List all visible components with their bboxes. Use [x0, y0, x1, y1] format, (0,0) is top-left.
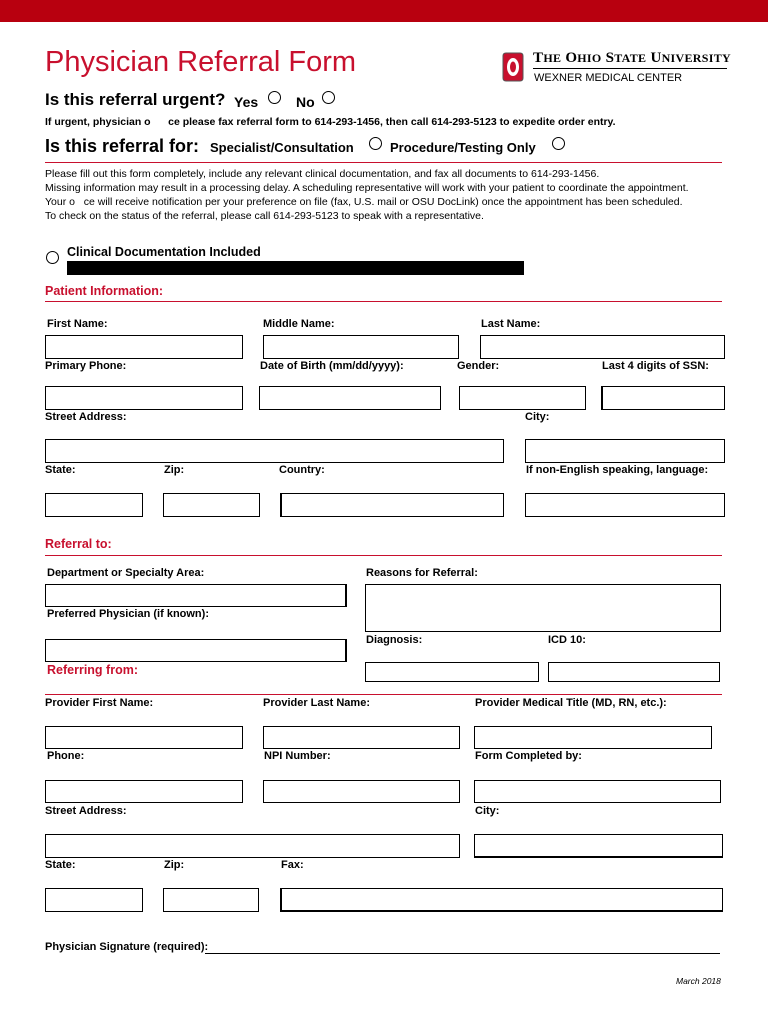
provider-last-name-field[interactable]	[263, 726, 460, 749]
instruction-line: Missing information may result in a processing delay. A scheduling representative will work with your patient to coordinate the appointment.	[45, 182, 689, 194]
provider-state-label: State:	[45, 859, 76, 871]
department-field[interactable]	[45, 584, 347, 607]
street-address-field[interactable]	[45, 439, 504, 463]
fax-label: Fax:	[281, 859, 304, 871]
provider-street-label: Street Address:	[45, 805, 127, 817]
fax-field[interactable]	[280, 888, 723, 912]
instruction-line: To check on the status of the referral, please call 614-293-5123 to speak with a representative.	[45, 210, 484, 222]
clinical-documentation-radio[interactable]	[46, 251, 59, 264]
referral-to-heading: Referral to:	[45, 537, 112, 551]
provider-phone-field[interactable]	[45, 780, 243, 803]
provider-phone-label: Phone:	[47, 750, 85, 762]
reasons-field[interactable]	[365, 584, 721, 632]
signature-label: Physician Signature (required):	[45, 941, 209, 953]
urgent-note: If urgent, physician o ce please fax referral form to 614-293-1456, then call 614-293-5123 to expedite order entry.	[45, 116, 616, 128]
last-name-field[interactable]	[480, 335, 725, 359]
provider-last-name-label: Provider Last Name:	[263, 697, 370, 709]
gender-field[interactable]	[459, 386, 586, 410]
middle-name-label: Middle Name:	[263, 318, 335, 330]
last-name-label: Last Name:	[481, 318, 541, 330]
urgent-no-label: No	[296, 94, 315, 110]
icd10-field[interactable]	[548, 662, 720, 682]
referring-from-heading: Referring from:	[47, 663, 138, 677]
provider-zip-label: Zip:	[164, 859, 185, 871]
urgent-yes-label: Yes	[234, 94, 259, 110]
diagnosis-label: Diagnosis:	[366, 634, 423, 646]
divider	[45, 555, 722, 556]
clinical-documentation-label: Clinical Documentation Included	[67, 245, 261, 259]
provider-first-name-label: Provider First Name:	[45, 697, 154, 709]
provider-title-field[interactable]	[474, 726, 712, 749]
patient-section-heading: Patient Information:	[45, 284, 164, 298]
gender-label: Gender:	[457, 360, 500, 372]
provider-city-field[interactable]	[474, 834, 723, 858]
first-name-field[interactable]	[45, 335, 243, 359]
osu-logo	[500, 52, 526, 82]
country-label: Country:	[279, 464, 325, 476]
divider	[45, 301, 722, 302]
provider-zip-field[interactable]	[163, 888, 259, 912]
npi-label: NPI Number:	[264, 750, 331, 762]
country-field[interactable]	[280, 493, 504, 517]
diagnosis-field[interactable]	[365, 662, 539, 682]
provider-title-label: Provider Medical Title (MD, RN, etc.):	[475, 697, 667, 709]
completed-by-label: Form Completed by:	[475, 750, 582, 762]
reasons-label: Reasons for Referral:	[366, 567, 478, 579]
preferred-physician-field[interactable]	[45, 639, 347, 662]
dob-field[interactable]	[259, 386, 441, 410]
specialist-consultation-radio[interactable]	[369, 137, 382, 150]
zip-label: Zip:	[164, 464, 185, 476]
middle-name-field[interactable]	[263, 335, 459, 359]
top-color-bar	[0, 0, 768, 22]
urgent-question: Is this referral urgent?	[45, 90, 226, 109]
language-field[interactable]	[525, 493, 725, 517]
preferred-physician-label: Preferred Physician (if known):	[47, 608, 209, 620]
department-label: Department or Specialty Area:	[47, 567, 205, 579]
first-name-label: First Name:	[47, 318, 108, 330]
footer-date: March 2018	[676, 976, 721, 986]
divider	[45, 694, 722, 695]
institution-name: THE OHIO STATE UNIVERSITY	[533, 50, 731, 66]
redaction-bar	[67, 261, 524, 275]
form-title: Physician Referral Form	[45, 46, 357, 78]
zip-field[interactable]	[163, 493, 260, 517]
state-label: State:	[45, 464, 76, 476]
street-address-label: Street Address:	[45, 411, 127, 423]
primary-phone-field[interactable]	[45, 386, 243, 410]
institution-subtitle: WEXNER MEDICAL CENTER	[534, 72, 683, 84]
primary-phone-label: Primary Phone:	[45, 360, 127, 372]
completed-by-field[interactable]	[474, 780, 721, 803]
city-label: City:	[525, 411, 550, 423]
referral-for-question: Is this referral for:	[45, 136, 200, 156]
procedure-testing-radio[interactable]	[552, 137, 565, 150]
institution-rule	[533, 68, 727, 69]
urgent-yes-radio[interactable]	[268, 91, 281, 104]
state-field[interactable]	[45, 493, 143, 517]
language-label: If non-English speaking, language:	[526, 464, 709, 476]
provider-street-field[interactable]	[45, 834, 460, 858]
npi-field[interactable]	[263, 780, 460, 803]
procedure-testing-label: Procedure/Testing Only	[390, 140, 536, 155]
urgent-no-radio[interactable]	[322, 91, 335, 104]
instruction-line: Your o ce will receive notification per your preference on file (fax, U.S. mail or OSU DocLink) once the appointment has been scheduled.	[45, 196, 683, 208]
provider-first-name-field[interactable]	[45, 726, 243, 749]
instruction-line: Please fill out this form completely, include any relevant clinical documentation, and fax all documents to 614-293-1456.	[45, 168, 600, 180]
dob-label: Date of Birth (mm/dd/yyyy):	[260, 360, 404, 372]
provider-city-label: City:	[475, 805, 500, 817]
provider-state-field[interactable]	[45, 888, 143, 912]
ssn-label: Last 4 digits of SSN:	[602, 360, 709, 372]
specialist-consultation-label: Specialist/Consultation	[210, 140, 354, 155]
ssn-field[interactable]	[601, 386, 725, 410]
signature-line[interactable]	[205, 953, 720, 954]
city-field[interactable]	[525, 439, 725, 463]
icd10-label: ICD 10:	[548, 634, 586, 646]
divider	[45, 162, 722, 163]
